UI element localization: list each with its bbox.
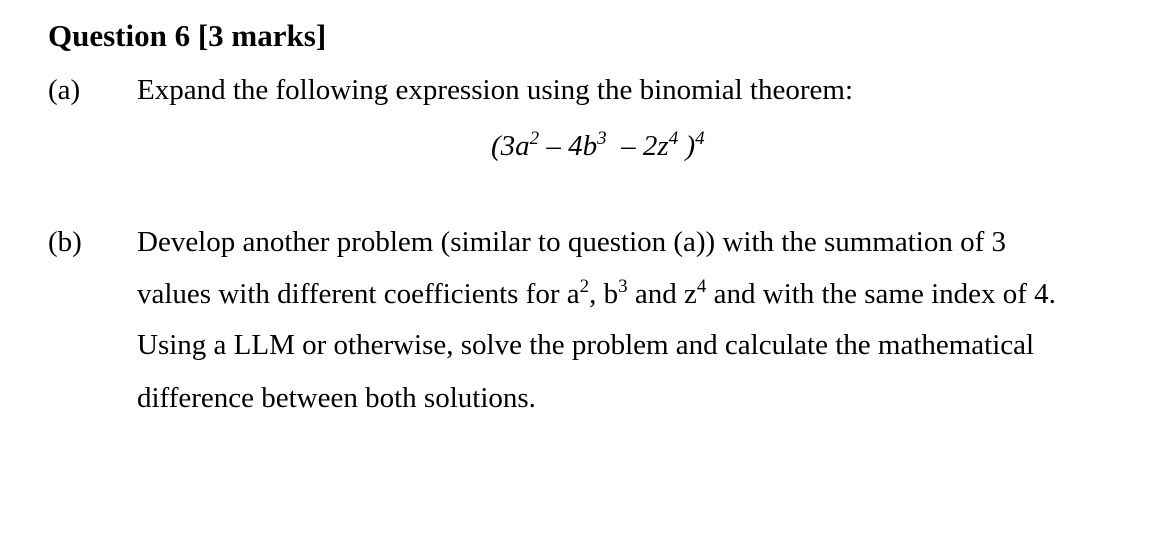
part-b-line-4: difference between both solutions.	[137, 382, 536, 414]
expr-term3: – 2z	[606, 130, 669, 162]
part-b-line-2	[137, 274, 1056, 314]
line2-text-3: and z	[627, 278, 697, 310]
line2-text-1: values with different coefficients for a	[137, 278, 580, 310]
expr-term2: – 4b	[539, 130, 598, 162]
expr-exp1: 2	[529, 128, 540, 149]
part-b-label: (b)	[48, 226, 82, 258]
binomial-expression	[491, 126, 705, 166]
line2-exp-3: 4	[696, 276, 707, 297]
question-title: Question 6 [3 marks]	[48, 18, 327, 53]
expr-exp2: 3	[597, 128, 607, 149]
part-b-line-3: Using a LLM or otherwise, solve the problem and calculate the mathematical	[137, 329, 1035, 361]
expr-exp3: 4	[668, 128, 679, 149]
line2-exp-2: 3	[618, 276, 628, 297]
line2-exp-1: 2	[579, 276, 590, 297]
expr-close: )	[678, 130, 696, 162]
expr-open: (3a	[491, 130, 530, 162]
part-a-label: (a)	[48, 74, 81, 106]
expr-exp-outer: 4	[695, 128, 705, 149]
line2-text-4: and with the same index of 4.	[706, 278, 1056, 310]
line2-text-2: , b	[589, 278, 619, 310]
part-a-instruction: Expand the following expression using the binomial theorem:	[137, 74, 854, 106]
part-b-line-1: Develop another problem (similar to question (a)) with the summation of 3	[137, 226, 1006, 258]
